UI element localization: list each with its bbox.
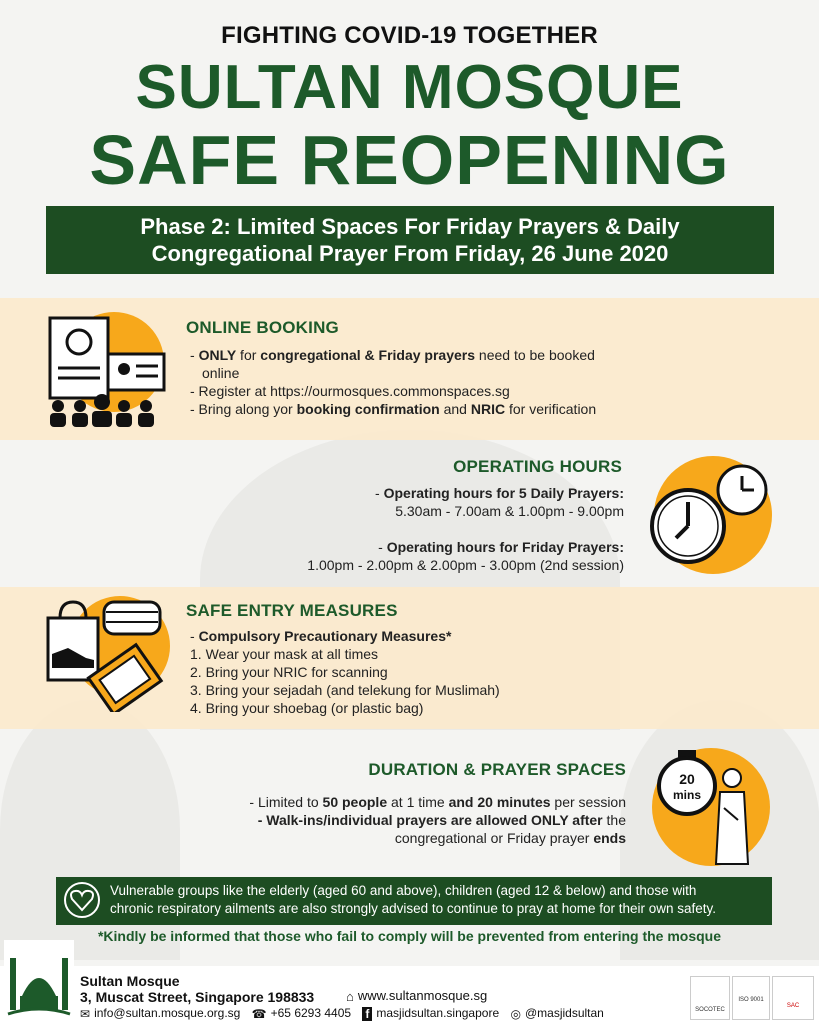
duration-line-1-bold-2: and 20 minutes [448, 794, 551, 810]
duration-line-1-suffix: per session [550, 794, 626, 810]
safe-entry-item: 3. Bring your sejadah (and telekung for Muslimah) [190, 682, 500, 698]
timer-value: 20 [679, 771, 695, 787]
phone-icon: ☎ [251, 1006, 267, 1021]
duration-line-1 [200, 793, 626, 811]
safe-entry-item: 1. Wear your mask at all times [190, 646, 379, 662]
mosque-logo [4, 940, 74, 1022]
duration-line-2-bold-2: ONLY after [531, 812, 603, 828]
phase-banner [46, 206, 774, 274]
booking-line-2: - Register at https://ourmosques.commonspaces.sg [190, 383, 510, 399]
booking-line-3-bold-1: booking confirmation [296, 401, 440, 417]
cert-2-label: ISO 9001 [738, 997, 764, 1003]
booking-line-3 [190, 400, 650, 418]
phase-line-2: Congregational Prayer From Friday, 26 June 2020 [151, 241, 669, 266]
stopwatch-prayer-icon [648, 748, 772, 866]
footer-website-link[interactable] [346, 988, 487, 1004]
duration-line-3-prefix: congregational or Friday prayer [394, 830, 594, 846]
vulnerable-groups-banner [56, 877, 772, 925]
duration-line-1-mid: at 1 time [387, 794, 449, 810]
booking-line-3-mid: and [439, 401, 471, 417]
timer-unit: mins [672, 788, 702, 802]
booking-line-3-suffix: for verification [505, 401, 597, 417]
duration-title: DURATION & PRAYER SPACES [368, 760, 626, 779]
facebook-icon: f [362, 1007, 372, 1021]
booking-line-1-cont: online [202, 365, 240, 381]
duration-line-2-bold-1: Walk-ins/individual prayers are allowed [266, 812, 532, 828]
footer-address: 3, Muscat Street, Singapore 198833 [80, 989, 315, 1005]
booking-line-1 [190, 346, 650, 364]
duration-line-3-bold: ends [593, 830, 626, 846]
compliance-notice: *Kindly be informed that those who fail to comply will be prevented from entering the mosque [97, 928, 722, 944]
sac-cert-badge [772, 976, 814, 1020]
clock-icon [646, 462, 770, 572]
booking-line-3-bold-2: NRIC [470, 401, 506, 417]
footer-facebook[interactable]: masjidsultan.singapore [376, 1006, 500, 1020]
footer-contacts [80, 1006, 604, 1021]
title-line-2: SAFE REOPENING [89, 121, 730, 199]
operating-hours-title: OPERATING HOURS [453, 457, 622, 476]
duration-line-2: - Walk-ins/individual prayers are allowed ONLY after the [257, 812, 626, 828]
title-line-1: SULTAN MOSQUE [135, 53, 684, 122]
friday-label-line: - Operating hours for Friday Prayers: [378, 539, 624, 555]
email-icon: ✉ [80, 1006, 91, 1021]
online-booking-title: ONLINE BOOKING [186, 318, 339, 337]
safe-entry-body [190, 627, 610, 717]
kicker-heading: FIGHTING COVID-19 TOGETHER [221, 22, 598, 49]
daily-times: 5.30am - 7.00am & 1.00pm - 9.00pm [395, 503, 624, 519]
booking-people-icon [40, 314, 168, 430]
instagram-icon: ◎ [510, 1006, 521, 1021]
vulnerable-line-2: chronic respiratory ailments are also strongly advised to continue to pray at home for their own safety. [110, 901, 717, 916]
operating-hours-body [250, 484, 624, 574]
duration-line-3 [200, 829, 626, 847]
duration-body [200, 793, 626, 847]
cert-1-label: SOCOTEC [695, 1007, 725, 1013]
safe-entry-subtitle: Compulsory Precautionary Measures* [198, 628, 452, 644]
phase-line-1: Phase 2: Limited Spaces For Friday Prayers & Daily [140, 214, 680, 239]
footer-instagram[interactable]: @masjidsultan [524, 1006, 604, 1020]
heart-shield-icon [64, 882, 100, 918]
booking-line-1-bold-1: ONLY [198, 347, 237, 363]
safe-entry-subtitle-line: - Compulsory Precautionary Measures* [190, 628, 452, 644]
friday-times: 1.00pm - 2.00pm & 2.00pm - 3.00pm (2nd session) [307, 557, 624, 573]
booking-line-1-mid: for [236, 347, 261, 363]
footer-phone[interactable]: +65 6293 4405 [270, 1006, 352, 1020]
safe-entry-icon [44, 596, 172, 712]
booking-line-1-prefix: - [190, 347, 199, 363]
heart-icon [66, 884, 98, 916]
daily-label-line: - Operating hours for 5 Daily Prayers: [375, 485, 624, 501]
online-booking-body [190, 346, 650, 418]
booking-line-1-bold-2: congregational & Friday prayers [260, 347, 476, 363]
iso-cert-badge [732, 976, 770, 1020]
footer-email[interactable]: info@sultan.mosque.org.sg [94, 1006, 241, 1020]
footer-website: www.sultanmosque.sg [357, 988, 488, 1003]
socotec-cert-badge [690, 976, 730, 1020]
booking-line-3-prefix: - Bring along yor [190, 401, 297, 417]
safe-entry-item: 4. Bring your shoebag (or plastic bag) [190, 700, 424, 716]
daily-label: Operating hours for 5 Daily Prayers: [383, 485, 624, 501]
safe-entry-item: 2. Bring your NRIC for scanning [190, 664, 388, 680]
duration-line-1-prefix: - Limited to [249, 794, 323, 810]
footer-mosque-name: Sultan Mosque [80, 973, 180, 989]
home-icon: ⌂ [346, 989, 354, 1005]
safe-entry-title: SAFE ENTRY MEASURES [186, 601, 398, 620]
duration-line-1-bold-1: 50 people [322, 794, 388, 810]
friday-label: Operating hours for Friday Prayers: [386, 539, 624, 555]
vulnerable-line-1: Vulnerable groups like the elderly (aged 60 and above), children (aged 12 & below) and those with [110, 883, 697, 898]
duration-line-2-suffix: the [602, 812, 626, 828]
cert-3-label: SAC [786, 1003, 800, 1009]
booking-line-1-suffix: need to be booked [475, 347, 595, 363]
